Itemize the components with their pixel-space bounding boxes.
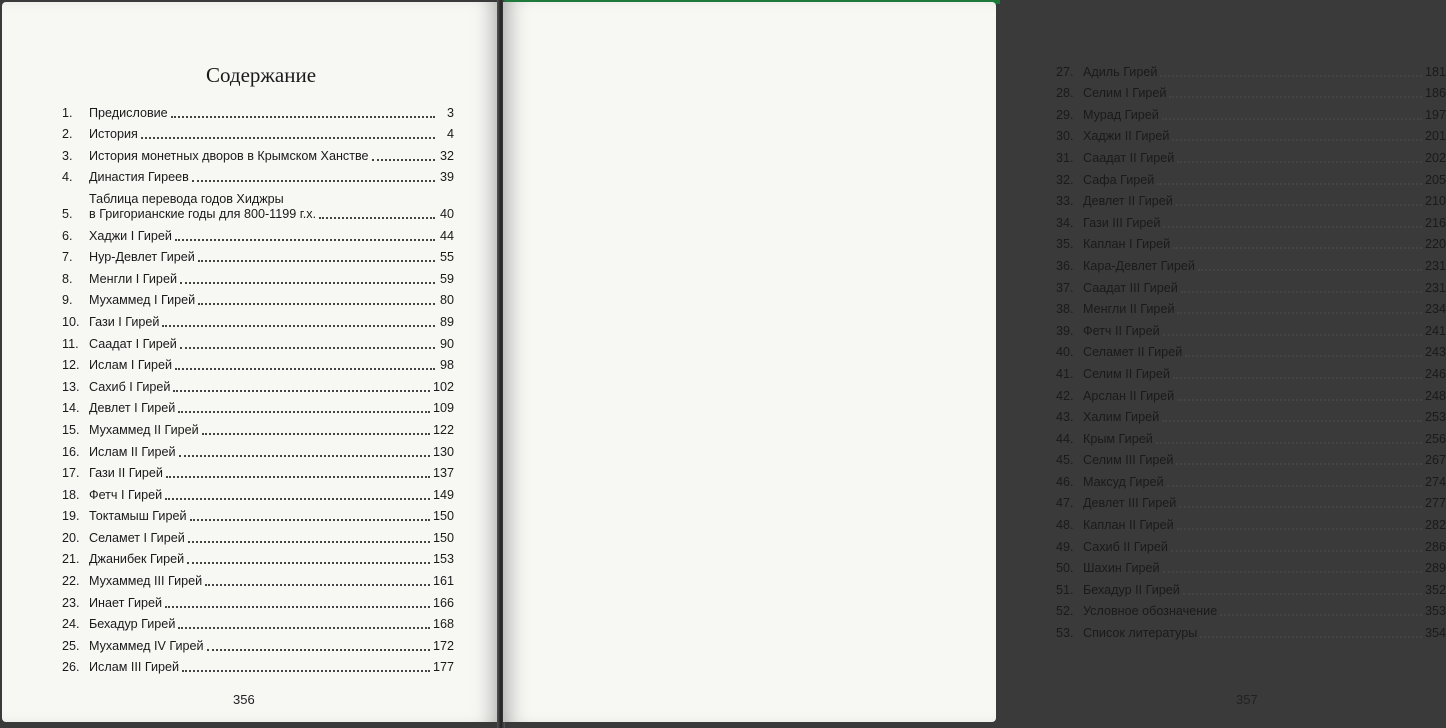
toc-entry-number: 27. (1056, 64, 1074, 79)
toc-entry-title: Гази I Гирей (89, 314, 160, 329)
toc-entry-title: Бехадур Гирей (89, 617, 176, 632)
toc-entry (1056, 188, 1446, 210)
toc-entry (62, 524, 454, 546)
toc-entry-page: 177 (432, 660, 454, 675)
toc-entry-number: 33. (1056, 194, 1074, 209)
right-page (503, 2, 1446, 722)
toc-entry-number: 9. (62, 293, 73, 308)
toc-entry-title: Инает Гирей (89, 595, 163, 610)
toc-entry-number: 19. (62, 509, 80, 524)
dot-leader (180, 272, 435, 284)
dot-leader (202, 423, 430, 435)
dot-leader (1179, 496, 1422, 508)
toc-entry-page: 353 (1424, 604, 1446, 619)
toc-entry-page: 40 (439, 206, 454, 221)
left-page (2, 2, 499, 722)
toc-entry-title: Саадат II Гирей (1083, 150, 1175, 165)
toc-entry-number: 40. (1056, 345, 1074, 360)
toc-entry-title: Шахин Гирей (1083, 561, 1160, 576)
toc-entry (1056, 101, 1446, 123)
toc-entry (1056, 404, 1446, 426)
toc-entry-number: 6. (62, 228, 73, 243)
toc-entry-title: Условное обозначение (1083, 604, 1218, 619)
dot-leader (166, 466, 430, 478)
toc-entry-page: 197 (1424, 107, 1446, 122)
toc-entry-page: 231 (1424, 280, 1446, 295)
toc-entry (1056, 339, 1446, 361)
toc-entry-number: 12. (62, 358, 80, 373)
toc-entry-page: 161 (432, 574, 454, 589)
dot-leader (192, 170, 435, 182)
toc-entry-number: 13. (62, 379, 80, 394)
toc-entry-page: 172 (432, 638, 454, 653)
toc-entry-page: 90 (439, 336, 454, 351)
dot-leader (165, 488, 430, 500)
toc-entry-page: 32 (439, 148, 454, 163)
toc-entry-page: 39 (439, 170, 454, 185)
toc-entry-title: Халим Гирей (1083, 410, 1160, 425)
toc-entry (1056, 360, 1446, 382)
dot-leader (1162, 410, 1422, 422)
toc-entry-page: 168 (432, 617, 454, 632)
dot-leader (162, 315, 435, 327)
toc-entry (62, 481, 454, 503)
toc-entry-number: 35. (1056, 237, 1074, 252)
dot-leader (198, 293, 435, 305)
toc-entry (62, 121, 454, 143)
dot-leader (182, 660, 430, 672)
toc-entry (1056, 511, 1446, 533)
toc-entry-title: Бехадур II Гирей (1083, 582, 1180, 597)
toc-entry-title: Селим I Гирей (1083, 86, 1167, 101)
toc-entry-page: 248 (1424, 388, 1446, 403)
toc-entry-title: Арслан II Гирей (1083, 388, 1175, 403)
toc-entry-number: 34. (1056, 215, 1074, 230)
dot-leader (205, 574, 430, 586)
dot-leader (175, 358, 435, 370)
toc-entry-title: Адиль Гирей (1083, 64, 1158, 79)
toc-entry-number: 14. (62, 401, 80, 416)
dot-leader (188, 531, 430, 543)
toc-entry (1056, 425, 1446, 447)
toc-entry-page: 210 (1424, 194, 1446, 209)
toc-entry-page: 44 (439, 228, 454, 243)
dot-leader (1183, 583, 1422, 595)
toc-entry (1056, 533, 1446, 555)
toc-entry (62, 244, 454, 266)
toc-entry (1056, 447, 1446, 469)
toc-entry-number: 7. (62, 250, 73, 265)
dot-leader (1171, 540, 1422, 552)
toc-entry-page: 137 (432, 466, 454, 481)
toc-entry-number: 21. (62, 552, 80, 567)
toc-entry-number: 51. (1056, 582, 1074, 597)
toc-list-left (62, 99, 454, 675)
toc-entry-number: 26. (62, 660, 80, 675)
toc-entry (62, 546, 454, 568)
toc-entry (1056, 80, 1446, 102)
dot-leader (190, 509, 430, 521)
dot-leader (1167, 475, 1422, 487)
toc-entry-number: 29. (1056, 107, 1074, 122)
toc-list-right (1056, 58, 1446, 641)
dot-leader (180, 337, 435, 349)
toc-entry (1056, 252, 1446, 274)
toc-entry (1056, 296, 1446, 318)
toc-entry-title: Сахиб I Гирей (89, 379, 171, 394)
toc-entry-number: 4. (62, 170, 73, 185)
toc-entry-number: 10. (62, 314, 80, 329)
dot-leader (1200, 626, 1422, 638)
toc-entry-title: Девлет I Гирей (89, 401, 176, 416)
toc-entry-page: 166 (432, 595, 454, 610)
toc-entry-page: 109 (432, 401, 454, 416)
toc-entry (62, 142, 454, 164)
dot-leader (319, 207, 435, 219)
toc-entry-page: 282 (1424, 518, 1446, 533)
dot-leader (1220, 604, 1422, 616)
toc-entry-title (89, 192, 316, 222)
dot-leader (1185, 345, 1422, 357)
toc-entry (62, 287, 454, 309)
toc-entry (62, 654, 454, 676)
toc-entry-title: Селамет II Гирей (1083, 345, 1183, 360)
toc-entry (62, 589, 454, 611)
toc-entry (1056, 382, 1446, 404)
dot-leader (1163, 561, 1422, 573)
toc-entry-number: 31. (1056, 150, 1074, 165)
dot-leader (1173, 367, 1422, 379)
toc-entry-title: Джанибек Гирей (89, 552, 185, 567)
dot-leader (1176, 453, 1422, 465)
toc-entry-page: 59 (439, 271, 454, 286)
toc-entry (62, 222, 454, 244)
toc-entry-page: 202 (1424, 150, 1446, 165)
toc-entry-title: Хаджи II Гирей (1083, 129, 1170, 144)
toc-entry-title: Список литературы (1083, 626, 1198, 641)
dot-leader (1177, 151, 1422, 163)
toc-entry-page: 150 (432, 509, 454, 524)
toc-entry-number: 36. (1056, 258, 1074, 273)
toc-entry-number: 38. (1056, 302, 1074, 317)
dot-leader (1162, 108, 1422, 120)
toc-entry (62, 308, 454, 330)
toc-entry-page: 150 (432, 530, 454, 545)
toc-entry-title: Предисловие (89, 105, 168, 120)
dot-leader (175, 229, 435, 241)
dot-leader (178, 617, 430, 629)
dot-leader (1172, 129, 1422, 141)
toc-entry-page: 4 (446, 127, 454, 142)
toc-entry-number: 3. (62, 148, 73, 163)
toc-entry-title: Нур-Девлет Гирей (89, 250, 195, 265)
toc-entry (1056, 231, 1446, 253)
dot-leader (1163, 216, 1422, 228)
toc-entry-number: 50. (1056, 561, 1074, 576)
toc-entry-number: 48. (1056, 518, 1074, 533)
toc-entry (1056, 576, 1446, 598)
toc-entry-title-line: Таблица перевода годов Хиджры (89, 191, 284, 206)
page-number-right: 357 (1236, 692, 1258, 707)
toc-entry (62, 352, 454, 374)
toc-entry-page: 274 (1424, 474, 1446, 489)
toc-entry-title: История монетных дворов в Крымском Ханстве (89, 148, 369, 163)
toc-entry-page: 256 (1424, 431, 1446, 446)
dot-leader (207, 639, 430, 651)
toc-entry-number: 43. (1056, 410, 1074, 425)
toc-entry-number: 37. (1056, 280, 1074, 295)
toc-entry-page: 354 (1424, 626, 1446, 641)
toc-entry-page: 286 (1424, 539, 1446, 554)
toc-entry-number: 47. (1056, 496, 1074, 511)
toc-entry-page: 243 (1424, 345, 1446, 360)
toc-entry-title: Сафа Гирей (1083, 172, 1155, 187)
toc-entry-number: 46. (1056, 474, 1074, 489)
dot-leader (179, 445, 430, 457)
toc-entry-page: 253 (1424, 410, 1446, 425)
toc-entry-number: 23. (62, 595, 80, 610)
toc-entry (62, 330, 454, 352)
toc-entry-title: Ислам II Гирей (89, 444, 176, 459)
toc-entry-number: 15. (62, 422, 80, 437)
toc-entry-page: 149 (432, 487, 454, 502)
dot-leader (1173, 237, 1422, 249)
dot-leader (1156, 432, 1422, 444)
toc-entry-number: 20. (62, 530, 80, 545)
toc-entry-page: 241 (1424, 323, 1446, 338)
toc-entry-title: Мухаммед II Гирей (89, 422, 199, 437)
toc-entry-page: 153 (432, 552, 454, 567)
toc-entry-page: 246 (1424, 366, 1446, 381)
toc-entry (62, 632, 454, 654)
toc-entry (62, 395, 454, 417)
toc-entry-title: Селамет I Гирей (89, 530, 185, 545)
toc-entry-title: Девлет II Гирей (1083, 194, 1173, 209)
dot-leader (198, 250, 435, 262)
toc-entry (62, 164, 454, 186)
dot-leader (178, 401, 430, 413)
dot-leader (173, 380, 430, 392)
toc-entry-number: 2. (62, 127, 73, 142)
toc-entry-title: Династия Гиреев (89, 170, 189, 185)
page-title: Содержание (206, 63, 317, 87)
toc-entry (1056, 58, 1446, 80)
toc-entry-title: Кара-Девлет Гирей (1083, 258, 1195, 273)
toc-entry-page: 289 (1424, 561, 1446, 576)
toc-entry-page: 186 (1424, 86, 1446, 101)
toc-entry-title: Крым Гирей (1083, 431, 1153, 446)
toc-entry-number: 8. (62, 271, 73, 286)
toc-entry-page: 277 (1424, 496, 1446, 511)
toc-entry (62, 265, 454, 287)
toc-entry-title: Фетч I Гирей (89, 487, 163, 502)
toc-entry (1056, 598, 1446, 620)
toc-entry-page: 89 (439, 314, 454, 329)
toc-entry-title: Хаджи I Гирей (89, 228, 172, 243)
toc-entry-page: 80 (439, 293, 454, 308)
toc-entry-page: 55 (439, 250, 454, 265)
toc-entry-title: Мухаммед I Гирей (89, 293, 196, 308)
toc-entry (62, 416, 454, 438)
toc-entry-title: Мухаммед III Гирей (89, 574, 203, 589)
dot-leader (1181, 281, 1422, 293)
toc-entry (62, 611, 454, 633)
dot-leader (1177, 389, 1422, 401)
toc-entry-title: Каплан I Гирей (1083, 237, 1171, 252)
toc-entry-number: 16. (62, 444, 80, 459)
toc-entry-page: 352 (1424, 582, 1446, 597)
toc-entry-number: 11. (62, 336, 79, 351)
dot-leader (187, 552, 430, 564)
toc-entry (1056, 144, 1446, 166)
toc-entry (62, 567, 454, 589)
dot-leader (1177, 518, 1422, 530)
dot-leader (1169, 86, 1422, 98)
toc-entry (62, 438, 454, 460)
toc-entry-title: Гази III Гирей (1083, 215, 1161, 230)
toc-entry-title: Мурад Гирей (1083, 107, 1159, 122)
toc-entry (62, 460, 454, 482)
toc-entry-number: 32. (1056, 172, 1074, 187)
toc-entry-number: 25. (62, 638, 80, 653)
toc-entry-page: 231 (1424, 258, 1446, 273)
toc-entry (1056, 209, 1446, 231)
toc-entry-page: 220 (1424, 237, 1446, 252)
dot-leader (372, 149, 435, 161)
toc-entry-page: 102 (432, 379, 454, 394)
toc-entry (1056, 166, 1446, 188)
toc-entry-number: 17. (62, 466, 80, 481)
toc-entry-number: 5. (62, 206, 73, 221)
toc-entry-title: Каплан II Гирей (1083, 518, 1174, 533)
dot-leader (1160, 65, 1422, 77)
toc-entry-title: Гази II Гирей (89, 466, 163, 481)
dot-leader (1177, 302, 1422, 314)
toc-entry-title: Мухаммед IV Гирей (89, 638, 204, 653)
toc-entry-title: Менгли II Гирей (1083, 302, 1175, 317)
toc-entry-number: 53. (1056, 626, 1074, 641)
toc-entry-number: 30. (1056, 129, 1074, 144)
toc-entry-number: 42. (1056, 388, 1074, 403)
dot-leader (1163, 324, 1422, 336)
toc-entry (62, 503, 454, 525)
toc-entry-number: 49. (1056, 539, 1074, 554)
toc-entry-title: Селим II Гирей (1083, 366, 1170, 381)
toc-entry-title: Саадат III Гирей (1083, 280, 1178, 295)
dot-leader (1157, 173, 1422, 185)
toc-entry-number: 18. (62, 487, 80, 502)
toc-entry-title: Токтамыш Гирей (89, 509, 187, 524)
toc-entry-page: 234 (1424, 302, 1446, 317)
toc-entry-page: 130 (432, 444, 454, 459)
dot-leader (165, 596, 430, 608)
toc-entry-number: 24. (62, 617, 80, 632)
toc-entry (1056, 555, 1446, 577)
toc-entry-title: Сахиб II Гирей (1083, 539, 1168, 554)
toc-entry (62, 99, 454, 121)
toc-entry-title: Ислам III Гирей (89, 660, 180, 675)
toc-entry (1056, 490, 1446, 512)
dot-leader (141, 127, 435, 139)
toc-entry-page: 216 (1424, 215, 1446, 230)
toc-entry-page: 267 (1424, 453, 1446, 468)
toc-entry (1056, 274, 1446, 296)
dot-leader (1176, 194, 1422, 206)
toc-entry-title: Максуд Гирей (1083, 474, 1164, 489)
toc-entry-title: История (89, 127, 138, 142)
page-number-left: 356 (233, 692, 255, 707)
toc-entry-page: 98 (439, 358, 454, 373)
toc-entry (62, 373, 454, 395)
toc-entry-page: 3 (446, 105, 454, 120)
toc-entry-title: Саадат I Гирей (89, 336, 177, 351)
toc-entry-title-line: в Григорианские годы для 800-1199 г.х. (89, 206, 317, 221)
dot-leader (1198, 259, 1422, 271)
dot-leader (171, 106, 435, 118)
toc-entry-title: Ислам I Гирей (89, 358, 173, 373)
toc-entry-number: 45. (1056, 453, 1074, 468)
toc-entry-number: 44. (1056, 431, 1074, 446)
toc-entry (1056, 468, 1446, 490)
toc-entry-number: 52. (1056, 604, 1074, 619)
toc-entry-number: 39. (1056, 323, 1074, 338)
toc-entry-page: 201 (1424, 129, 1446, 144)
toc-entry-page: 205 (1424, 172, 1446, 187)
toc-entry-page: 122 (432, 422, 454, 437)
toc-entry-title: Девлет III Гирей (1083, 496, 1177, 511)
toc-entry (1056, 123, 1446, 145)
toc-entry (62, 185, 454, 222)
toc-entry-number: 22. (62, 574, 80, 589)
toc-entry-title: Селим III Гирей (1083, 453, 1174, 468)
toc-entry-title: Фетч II Гирей (1083, 323, 1160, 338)
toc-entry-page: 181 (1424, 64, 1446, 79)
toc-entry-number: 41. (1056, 366, 1074, 381)
toc-entry (1056, 317, 1446, 339)
toc-entry (1056, 619, 1446, 641)
toc-entry-number: 28. (1056, 86, 1074, 101)
toc-entry-number: 1. (62, 105, 73, 120)
toc-entry-title: Менгли I Гирей (89, 271, 177, 286)
